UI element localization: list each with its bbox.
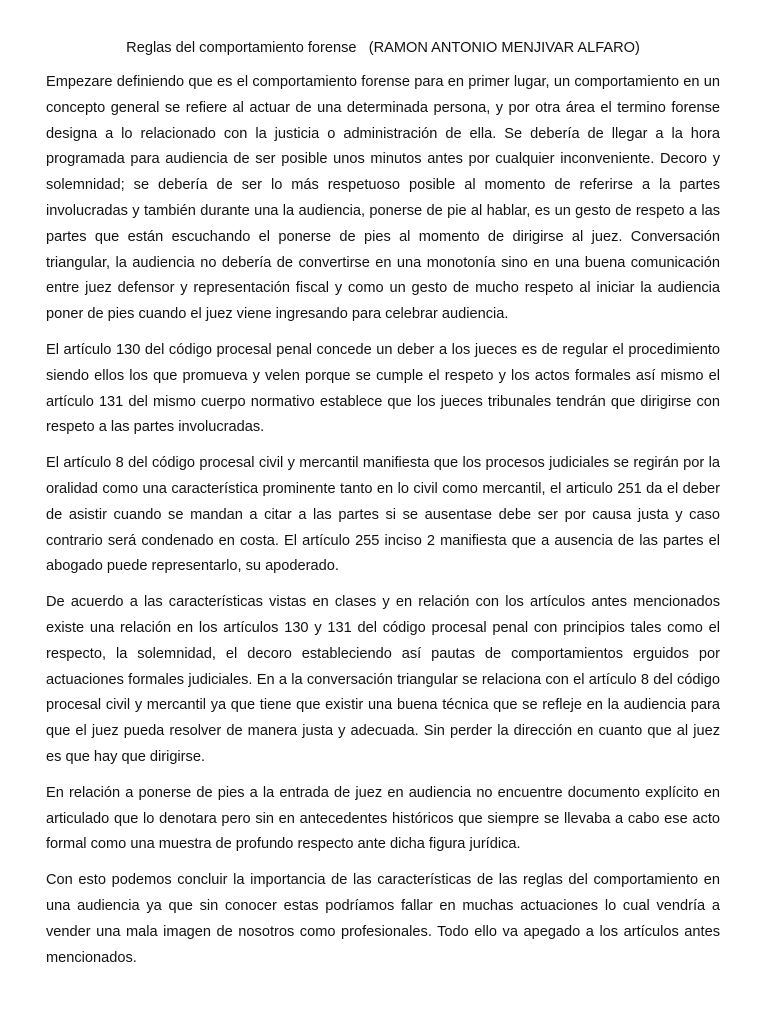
paragraph-1: Empezare definiendo que es el comportamiento forense para en primer lugar, un comportamiento en un concepto general se refiere al actuar de una determinada persona, y por otra área el termino forense designa a lo relacionado con la justicia o administración de ella. Se debería de llegar a la hora programada para audiencia de ser posible unos minutos antes por cualquier inconveniente. Decoro y solemnidad; se debería de ser lo más respetuoso posible al momento de referirse a la partes involucradas y también durante una la audiencia, ponerse de pie al hablar, es un gesto de respeto a las partes que están escuchando el ponerse de pies al momento de dirigirse al juez. Conversación triangular, la audiencia no debería de convertirse en una monotonía sino en una buena comunicación entre juez defensor y representación fiscal y como un gesto de mucho respeto al iniciar la audiencia poner de pies cuando el juez viene ingresando para celebrar audiencia. xyxy=(46,74,720,323)
paragraph-5: En relación a ponerse de pies a la entrada de juez en audiencia no encuentre documento explícito en articulado que lo denotara pero sin en antecedentes históricos que siempre se llevaba a cabo ese acto formal como una muestra de profundo respecto ante dicha figura jurídica. xyxy=(46,784,720,853)
paragraph-2: El artículo 130 del código procesal penal concede un deber a los jueces es de regular el procedimiento siendo ellos los que promueva y velen porque se cumple el respeto y los actos formales así mismo el artículo 131 del mismo cuerpo normativo establece que los jueces tribunales tendrán que dirigirse con respeto a las partes involucradas. xyxy=(46,341,720,436)
paragraph-6: Con esto podemos concluir la importancia de las características de las reglas del comportamiento en una audiencia ya que sin conocer estas podríamos fallar en muchas actuaciones lo cual vendría a vender una mala imagen de nosotros como profesionales. Todo ello va apegado a los artículos antes mencionados. xyxy=(46,872,720,966)
paragraph-4: De acuerdo a las características vistas en clases y en relación con los artículos antes mencionados existe una relación en los artículos 130 y 131 del código procesal penal con principios tales como el respecto, la solemnidad, el decoro estableciendo así pautas de comportamientos erguidos por actuaciones formales judiciales. En a la conversación triangular se relaciona con el artículo 8 del código procesal civil y mercantil ya que tiene que existir una buena técnica que se refleje en la audiencia para que el juez pueda resolver de manera justa y adecuada. Sin perder la dirección en cuanto que al juez es que hay que dirigirse. xyxy=(46,594,720,765)
document-title: Reglas del comportamiento forense (RAMON ANTONIO MENJIVAR ALFARO) xyxy=(126,40,640,56)
paragraph-3: El artículo 8 del código procesal civil y mercantil manifiesta que los procesos judiciales se regirán por la oralidad como una característica prominente tanto en lo civil como mercantil, el articulo 251 da el deber de asistir cuando se mandan a citar a las partes si se ausentase debe ser por causa justa y caso contrario será condenado en costa. El artículo 255 inciso 2 manifiesta que a ausencia de las partes el abogado puede representarlo, su apoderado. xyxy=(46,455,720,575)
